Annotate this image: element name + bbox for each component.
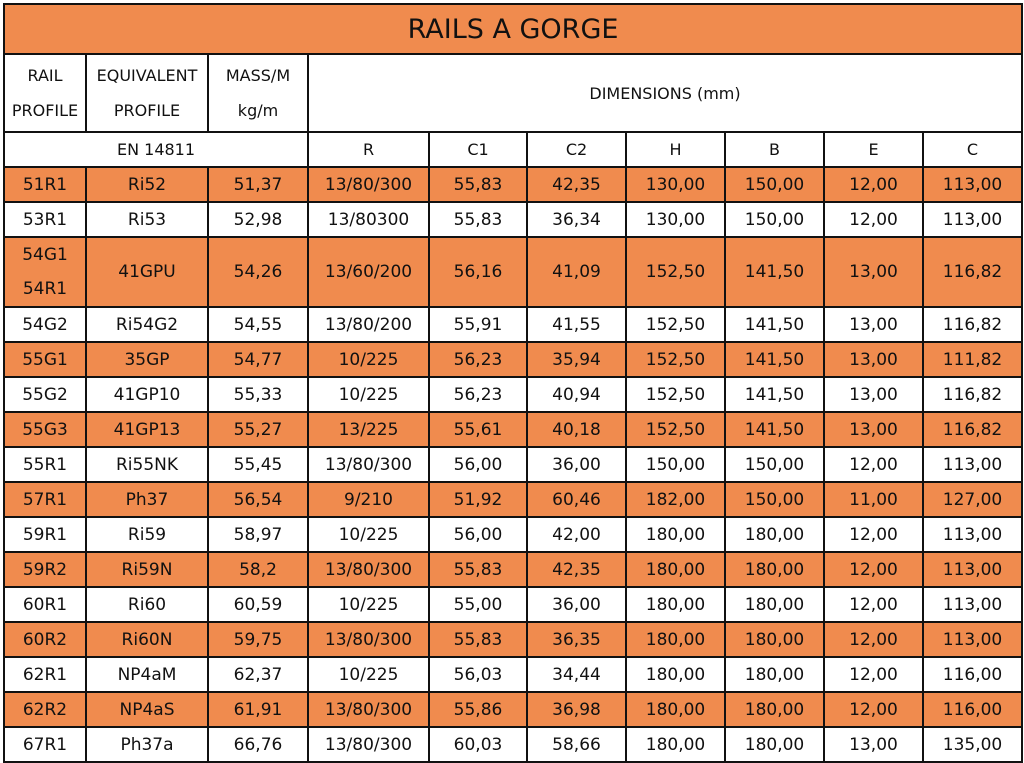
table-row — [4, 412, 1022, 447]
cell-mass: 58,97 — [208, 517, 308, 552]
cell-c: 116,82 — [923, 307, 1022, 342]
cell-c1: 55,83 — [429, 202, 527, 237]
cell-c2: 36,00 — [527, 587, 626, 622]
cell-mass: 59,75 — [208, 622, 308, 657]
cell-c2: 36,34 — [527, 202, 626, 237]
cell-c: 113,00 — [923, 622, 1022, 657]
column-header-e: E — [824, 132, 923, 167]
cell-r: 13/60/200 — [308, 237, 429, 307]
cell-c2: 36,00 — [527, 447, 626, 482]
cell-rail-profile: 57R1 — [4, 482, 86, 517]
cell-equiv: 35GP — [86, 342, 208, 377]
column-header-r: R — [308, 132, 429, 167]
table-row — [4, 202, 1022, 237]
cell-c: 135,00 — [923, 727, 1022, 762]
cell-rail-profile: 59R2 — [4, 552, 86, 587]
cell-c2: 58,66 — [527, 727, 626, 762]
column-header-h: H — [626, 132, 725, 167]
cell-rail-profile-line1: 54G1 — [22, 245, 68, 265]
cell-mass: 55,27 — [208, 412, 308, 447]
cell-rail-profile: 60R1 — [4, 587, 86, 622]
cell-c2: 42,35 — [527, 167, 626, 202]
cell-h: 180,00 — [626, 727, 725, 762]
header-dimensions: DIMENSIONS (mm) — [308, 54, 1022, 132]
cell-c2: 40,18 — [527, 412, 626, 447]
cell-c: 116,00 — [923, 657, 1022, 692]
cell-h: 150,00 — [626, 447, 725, 482]
cell-b: 141,50 — [725, 412, 824, 447]
cell-c2: 42,00 — [527, 517, 626, 552]
cell-mass: 56,54 — [208, 482, 308, 517]
cell-h: 180,00 — [626, 657, 725, 692]
cell-r: 13/80/300 — [308, 692, 429, 727]
cell-equiv: Ri53 — [86, 202, 208, 237]
header-rail-profile-line1: RAIL — [27, 66, 63, 85]
cell-c: 116,82 — [923, 237, 1022, 307]
cell-equiv: Ri60N — [86, 622, 208, 657]
cell-e: 12,00 — [824, 692, 923, 727]
cell-c2: 36,98 — [527, 692, 626, 727]
cell-rail-profile: 51R1 — [4, 167, 86, 202]
cell-e: 13,00 — [824, 727, 923, 762]
cell-c: 113,00 — [923, 587, 1022, 622]
cell-h: 180,00 — [626, 587, 725, 622]
cell-c1: 56,03 — [429, 657, 527, 692]
cell-h: 152,50 — [626, 237, 725, 307]
cell-h: 180,00 — [626, 517, 725, 552]
cell-c: 116,82 — [923, 377, 1022, 412]
cell-mass: 55,45 — [208, 447, 308, 482]
cell-b: 180,00 — [725, 552, 824, 587]
column-header-c2: C2 — [527, 132, 626, 167]
cell-c: 127,00 — [923, 482, 1022, 517]
cell-b: 180,00 — [725, 587, 824, 622]
cell-equiv: Ri52 — [86, 167, 208, 202]
header-rail-profile-line2: PROFILE — [11, 101, 79, 120]
cell-mass: 55,33 — [208, 377, 308, 412]
cell-c2: 41,55 — [527, 307, 626, 342]
cell-c: 113,00 — [923, 167, 1022, 202]
cell-c: 111,82 — [923, 342, 1022, 377]
cell-mass: 60,59 — [208, 587, 308, 622]
cell-equiv: 41GPU — [86, 237, 208, 307]
cell-c: 113,00 — [923, 517, 1022, 552]
cell-c2: 35,94 — [527, 342, 626, 377]
cell-c: 113,00 — [923, 447, 1022, 482]
table-row — [4, 307, 1022, 342]
cell-r: 10/225 — [308, 342, 429, 377]
cell-c2: 60,46 — [527, 482, 626, 517]
cell-h: 130,00 — [626, 202, 725, 237]
cell-c2: 41,09 — [527, 237, 626, 307]
table-row — [4, 237, 1022, 307]
cell-equiv: 41GP10 — [86, 377, 208, 412]
cell-e: 12,00 — [824, 202, 923, 237]
cell-r: 13/225 — [308, 412, 429, 447]
cell-r: 13/80/300 — [308, 552, 429, 587]
cell-c: 116,82 — [923, 412, 1022, 447]
cell-e: 12,00 — [824, 552, 923, 587]
column-header-c: C — [923, 132, 1022, 167]
cell-h: 180,00 — [626, 552, 725, 587]
cell-equiv: Ri55NK — [86, 447, 208, 482]
cell-c1: 51,92 — [429, 482, 527, 517]
cell-mass: 54,26 — [208, 237, 308, 307]
cell-mass: 66,76 — [208, 727, 308, 762]
table-row — [4, 482, 1022, 517]
header-mass — [208, 54, 308, 132]
table-row — [4, 622, 1022, 657]
cell-e: 12,00 — [824, 517, 923, 552]
header-mass-line2: kg/m — [237, 101, 279, 120]
cell-c1: 55,61 — [429, 412, 527, 447]
cell-e: 12,00 — [824, 167, 923, 202]
header-equivalent-line1: EQUIVALENT — [96, 66, 198, 85]
column-header-b: B — [725, 132, 824, 167]
table-body — [4, 167, 1022, 762]
cell-b: 180,00 — [725, 692, 824, 727]
cell-h: 152,50 — [626, 412, 725, 447]
cell-c: 116,00 — [923, 692, 1022, 727]
table-row — [4, 342, 1022, 377]
cell-equiv: NP4aM — [86, 657, 208, 692]
cell-c2: 36,35 — [527, 622, 626, 657]
cell-r: 13/80/300 — [308, 447, 429, 482]
cell-equiv: NP4aS — [86, 692, 208, 727]
cell-c2: 42,35 — [527, 552, 626, 587]
cell-mass: 54,55 — [208, 307, 308, 342]
cell-c2: 34,44 — [527, 657, 626, 692]
cell-e: 13,00 — [824, 237, 923, 307]
cell-mass: 52,98 — [208, 202, 308, 237]
cell-c2: 40,94 — [527, 377, 626, 412]
cell-rail-profile: 55G2 — [4, 377, 86, 412]
cell-c1: 55,91 — [429, 307, 527, 342]
cell-e: 13,00 — [824, 377, 923, 412]
cell-e: 13,00 — [824, 342, 923, 377]
cell-e: 12,00 — [824, 447, 923, 482]
cell-b: 141,50 — [725, 377, 824, 412]
header-equivalent-line2: PROFILE — [113, 101, 181, 120]
cell-rail-profile-line2: 54R1 — [22, 279, 68, 299]
cell-r: 10/225 — [308, 657, 429, 692]
cell-r: 13/80300 — [308, 202, 429, 237]
cell-c1: 56,23 — [429, 377, 527, 412]
cell-r: 10/225 — [308, 377, 429, 412]
cell-rail-profile: 53R1 — [4, 202, 86, 237]
cell-rail-profile: 55R1 — [4, 447, 86, 482]
cell-c1: 55,83 — [429, 552, 527, 587]
table-row — [4, 377, 1022, 412]
cell-c1: 56,23 — [429, 342, 527, 377]
cell-rail-profile: 62R2 — [4, 692, 86, 727]
cell-c1: 56,16 — [429, 237, 527, 307]
header-mass-line1: MASS/M — [225, 66, 291, 85]
cell-h: 180,00 — [626, 622, 725, 657]
cell-h: 152,50 — [626, 307, 725, 342]
cell-c1: 56,00 — [429, 447, 527, 482]
cell-c1: 60,03 — [429, 727, 527, 762]
table-title: RAILS A GORGE — [4, 4, 1022, 54]
cell-equiv: Ri59N — [86, 552, 208, 587]
cell-equiv: Ph37 — [86, 482, 208, 517]
cell-rail-profile: 55G1 — [4, 342, 86, 377]
cell-c1: 55,00 — [429, 587, 527, 622]
cell-equiv: Ph37a — [86, 727, 208, 762]
cell-mass: 54,77 — [208, 342, 308, 377]
cell-h: 180,00 — [626, 692, 725, 727]
table-row — [4, 727, 1022, 762]
cell-c1: 55,86 — [429, 692, 527, 727]
cell-mass: 51,37 — [208, 167, 308, 202]
cell-e: 13,00 — [824, 307, 923, 342]
cell-mass: 58,2 — [208, 552, 308, 587]
table-row — [4, 552, 1022, 587]
cell-b: 141,50 — [725, 342, 824, 377]
table-row — [4, 657, 1022, 692]
cell-b: 150,00 — [725, 482, 824, 517]
cell-mass: 61,91 — [208, 692, 308, 727]
cell-e: 12,00 — [824, 622, 923, 657]
cell-e: 12,00 — [824, 587, 923, 622]
cell-equiv: Ri59 — [86, 517, 208, 552]
cell-c1: 56,00 — [429, 517, 527, 552]
cell-b: 150,00 — [725, 202, 824, 237]
cell-b: 180,00 — [725, 727, 824, 762]
cell-r: 13/80/200 — [308, 307, 429, 342]
cell-rail-profile: 67R1 — [4, 727, 86, 762]
header-rail-profile — [4, 54, 86, 132]
cell-r: 13/80/300 — [308, 727, 429, 762]
cell-h: 152,50 — [626, 342, 725, 377]
cell-h: 182,00 — [626, 482, 725, 517]
cell-b: 150,00 — [725, 167, 824, 202]
cell-c1: 55,83 — [429, 622, 527, 657]
cell-b: 141,50 — [725, 237, 824, 307]
cell-b: 180,00 — [725, 657, 824, 692]
cell-rail-profile: 60R2 — [4, 622, 86, 657]
column-header-c1: C1 — [429, 132, 527, 167]
cell-rail-profile: 59R1 — [4, 517, 86, 552]
cell-c: 113,00 — [923, 552, 1022, 587]
cell-rail-profile — [4, 237, 86, 307]
cell-b: 150,00 — [725, 447, 824, 482]
cell-e: 13,00 — [824, 412, 923, 447]
cell-b: 141,50 — [725, 307, 824, 342]
cell-mass: 62,37 — [208, 657, 308, 692]
table-row — [4, 587, 1022, 622]
table-row — [4, 692, 1022, 727]
header-en-standard: EN 14811 — [4, 132, 308, 167]
cell-equiv: Ri54G2 — [86, 307, 208, 342]
cell-r: 13/80/300 — [308, 622, 429, 657]
table-row — [4, 167, 1022, 202]
cell-b: 180,00 — [725, 622, 824, 657]
rails-table — [3, 3, 1023, 763]
cell-h: 152,50 — [626, 377, 725, 412]
header-equivalent-profile — [86, 54, 208, 132]
cell-r: 10/225 — [308, 587, 429, 622]
cell-e: 12,00 — [824, 657, 923, 692]
cell-rail-profile: 62R1 — [4, 657, 86, 692]
cell-r: 10/225 — [308, 517, 429, 552]
cell-rail-profile: 55G3 — [4, 412, 86, 447]
table-row — [4, 517, 1022, 552]
cell-e: 11,00 — [824, 482, 923, 517]
cell-c1: 55,83 — [429, 167, 527, 202]
cell-c: 113,00 — [923, 202, 1022, 237]
cell-r: 13/80/300 — [308, 167, 429, 202]
rails-table-wrapper — [3, 3, 1021, 755]
cell-rail-profile: 54G2 — [4, 307, 86, 342]
cell-h: 130,00 — [626, 167, 725, 202]
table-row — [4, 447, 1022, 482]
cell-equiv: 41GP13 — [86, 412, 208, 447]
cell-r: 9/210 — [308, 482, 429, 517]
cell-equiv: Ri60 — [86, 587, 208, 622]
cell-b: 180,00 — [725, 517, 824, 552]
